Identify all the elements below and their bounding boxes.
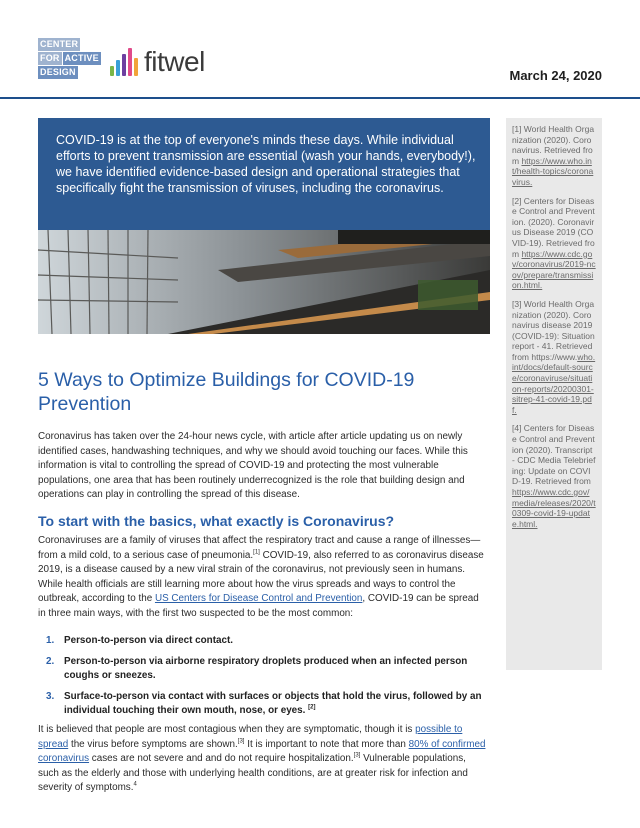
publication-date: March 24, 2020	[509, 68, 602, 83]
brand-name: fitwel	[144, 46, 205, 77]
center-for-active-design-logo	[38, 38, 102, 80]
logo-line-active: ACTIVE	[64, 53, 99, 63]
list-item: 1. Person-to-person via direct contact.	[46, 635, 234, 646]
list-item: 2. Person-to-person via airborne respiratory droplets produced when an infected person coughs or sneezes.	[46, 655, 468, 681]
intro-paragraph: Coronavirus has taken over the 24-hour news cycle, with article after article updating us on newly identified cases, handwashing techniques, and why we should avoid touching our faces. While this information is vital to controlling the spread of COVID-19 and protecting the most vulnerable populations, one area that has been routinely underrecognized is the role that building design and operations can play in controlling the spread of this disease.	[38, 431, 468, 500]
reference-link[interactable]: https://www.who.int/health-topics/coronavirus.	[512, 155, 594, 187]
references-sidebar	[506, 118, 602, 670]
reference-link[interactable]: who.int/docs/default-source/coronaviruse/situation-reports/20200301-sitrep-41-covid-19.pdf.	[512, 351, 596, 415]
reference-link[interactable]: https://www.cdc.gov/coronavirus/2019-ncov/prepare/transmission.html.	[512, 248, 596, 291]
hero-intro-text: COVID-19 is at the top of everyone's minds these days. While individual efforts to prevent transmission are essential (wash your hands, everybody!), we have identified evidence-based design and operational strategies that specifically fight the transmission of viruses, including the coronavirus.	[56, 133, 476, 195]
fitwel-logo	[110, 48, 205, 76]
cdc-link[interactable]: US Centers for Disease Control and Prevention	[154, 593, 363, 604]
logo-line-center: CENTER	[40, 39, 79, 49]
section-heading: To start with the basics, what exactly is Coronavirus?	[38, 513, 395, 529]
fitwel-bars-icon	[110, 48, 142, 76]
logo-line-design: DESIGN	[40, 67, 76, 77]
contagious-paragraph: It is believed that people are most contagious when they are symptomatic, though it is possible to spread the virus before symptoms are shown.[3] It is important to note that more than 80% of confirmed coronavirus cases are not severe and and do not require hospitalization.[3] Vulnerable populations, such as the elderly and those with underlying health conditions, are at greater risk for infection and severity of symptoms.$^4$	[38, 724, 486, 793]
transmission-list	[38, 634, 488, 725]
logo-line-for: FOR	[40, 53, 60, 63]
coronavirus-paragraph: Coronaviruses are a family of viruses that affect the respiratory tract and cause a range of illnesses—from a mild cold, to a serious case of pneumonia.[1] COVID-19, also referred to as coronavirus disease 2019, is a disease caused by a new viral strain of the coronavirus, not previously seen in humans. While health officials are still learning more about how the virus spreads and ways to control the outbreak, according to the US Centers for Disease Control and Prevention, COVID-19 can be spread in three main ways, with the first two suspected to be the most common:	[38, 535, 484, 619]
confirmed-cases-link[interactable]: 80% of confirmed coronavirus	[38, 738, 486, 764]
building-atrium-photo	[38, 230, 490, 334]
reference-item: [2] Centers for Disease Control and Prevention. (2020). Coronavirus Disease 2019 (COVID-19). Retrieved from https://www.cdc.gov/coronavirus/2019-ncov/prepare/transmission.html.	[512, 195, 596, 291]
reference-item: [3] World Health Organization (2020). Coronavirus disease 2019 (COVID-19): Situation report - 41. Retrieved from https://www.who.int/docs/default-source/coronaviruse/situation-reports/20200301-sitrep-41-covid-19.pdf.	[512, 298, 596, 415]
possible-to-spread-link[interactable]: possible to spread	[38, 724, 463, 750]
hero-banner	[38, 118, 490, 334]
reference-item: [4] Centers for Disease Control and Prevention (2020). Transcript - CDC Media Telebriefing: Update on COVID-19. Retrieved from https://www.cdc.gov/media/releases/2020/t0309-covid-19-update.html.	[512, 423, 596, 529]
list-item: 3. Surface-to-person via contact with surfaces or objects that hold the virus, followed by an individual touching their own mouth, nose, or eyes. [2]	[46, 690, 482, 716]
reference-item: [1] World Health Organization (2020). Coronavirus. Retrieved from https://www.who.int/health-topics/coronavirus.	[512, 124, 595, 187]
header-divider	[0, 97, 640, 99]
article-title: 5 Ways to Optimize Buildings for COVID-19 Prevention	[38, 369, 415, 415]
reference-link[interactable]: https://www.cdc.gov/media/releases/2020/t0309-covid-19-update.html.	[512, 487, 596, 529]
